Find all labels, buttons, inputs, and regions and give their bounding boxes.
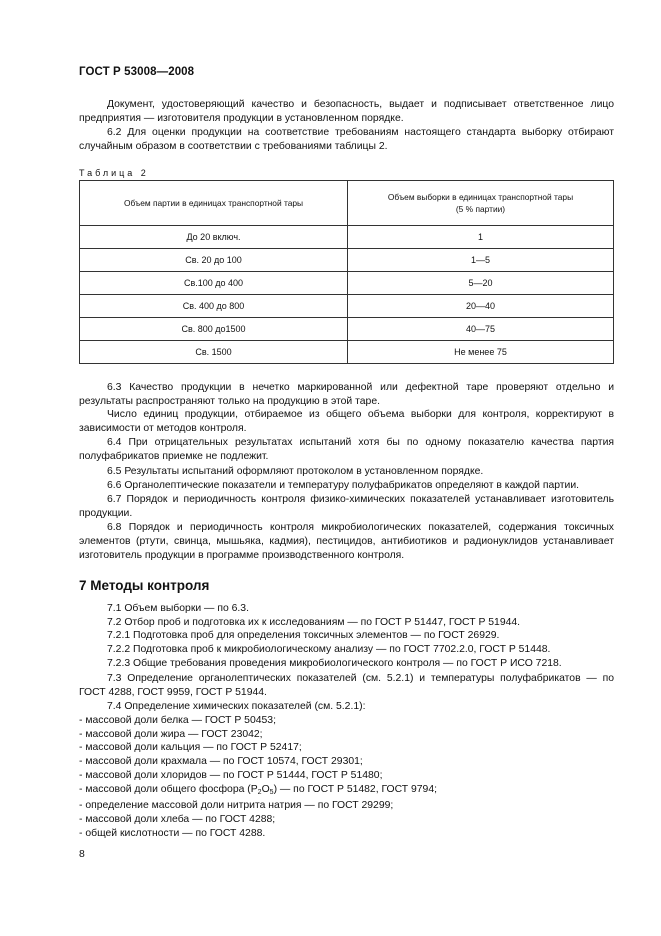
- method-item: 7.2 Отбор проб и подготовка их к исследованиям — по ГОСТ Р 51447, ГОСТ Р 51944.: [107, 616, 521, 628]
- chemical-item: - массовой доли жира — ГОСТ 23042;: [79, 728, 263, 740]
- table-cell-lot: До 20 включ.: [80, 226, 348, 249]
- intro-paragraph: Документ, удостоверяющий качество и безопасность, выдает и подписывает ответственное лицо предприятия — изготовителя продукции в установленном порядке.: [79, 99, 614, 124]
- table-row: [80, 318, 614, 341]
- chemical-list: [79, 714, 614, 840]
- chemical-item-phosphorus: [79, 783, 614, 800]
- table-header-lot: Объем партии в единицах транспортной тары: [80, 181, 348, 226]
- method-item: 7.2.2 Подготовка проб к микробиологическому анализу — по ГОСТ 7702.2.0, ГОСТ Р 51448.: [107, 644, 551, 656]
- phosphorus-sub-2: 2: [257, 788, 262, 796]
- sampling-table: [79, 180, 614, 364]
- table-cell-lot: Св. 400 до 800: [80, 295, 348, 318]
- clause-6-3: 6.3 Качество продукции в нечетко маркированной или дефектной таре проверяют отдельно и результаты распространяют только на продукцию в этой таре.: [79, 382, 614, 407]
- document-header: ГОСТ Р 53008—2008: [79, 66, 195, 78]
- clause-6-7: 6.7 Порядок и периодичность контроля физико-химических показателей устанавливает изготовитель продукции.: [79, 494, 614, 519]
- table-row: [80, 341, 614, 364]
- table-cell-sample: 40—75: [348, 318, 614, 341]
- phosphorus-sub-5: 5: [269, 788, 274, 796]
- section-title: 7 Методы контроля: [79, 578, 210, 593]
- phosphorus-oxygen: O: [261, 783, 270, 795]
- clause-6-8: 6.8 Порядок и периодичность контроля микробиологических показателей, содержания токсичных элементов (ртути, свинца, мышьяка, кадмия), пестицидов, антибиотиков и радионуклидов устанавливает изготовитель продукции в программе производственного контроля.: [79, 522, 614, 561]
- table-header-sample-line2: (5 % партии): [455, 204, 506, 214]
- clause-6-2: 6.2 Для оценки продукции на соответствие требованиям настоящего стандарта выборку отбирают случайным образом в соответствии с требованиями таблицы 2.: [79, 127, 614, 152]
- chemical-item: - общей кислотности — по ГОСТ 4288.: [79, 827, 266, 839]
- clause-7-3: 7.3 Определение органолептических показателей (см. 5.2.1) и температуры полуфабрикатов — по ГОСТ 4288, ГОСТ 9959, ГОСТ Р 51944.: [79, 673, 614, 698]
- method-item: 7.2.1 Подготовка проб для определения токсичных элементов — по ГОСТ 26929.: [107, 630, 500, 642]
- table-row: [80, 272, 614, 295]
- table-cell-sample: 1: [348, 226, 614, 249]
- methods-list: [79, 602, 614, 671]
- phosphorus-suffix: ) — по ГОСТ Р 51482, ГОСТ 9794;: [273, 783, 438, 795]
- table-row: [80, 249, 614, 272]
- clause-6-3-note: Число единиц продукции, отбираемое из общего объема выборки для контроля, корректируют в зависимости от методов контроля.: [79, 409, 614, 434]
- page-number: 8: [79, 849, 85, 860]
- chemical-item: - массовой доли крахмала — по ГОСТ 10574, ГОСТ 29301;: [79, 756, 363, 768]
- table-cell-sample: 20—40: [348, 295, 614, 318]
- table-header-row: [80, 181, 614, 226]
- clause-6-6: 6.6 Органолептические показатели и температуру полуфабрикатов определяют в каждой партии.: [107, 480, 580, 491]
- table-header-sample: [348, 181, 614, 226]
- chemical-item: - массовой доли хлоридов — по ГОСТ Р 51444, ГОСТ Р 51480;: [79, 769, 383, 781]
- table-caption: Таблица 2: [79, 168, 149, 178]
- clause-6-5: 6.5 Результаты испытаний оформляют протоколом в установленном порядке.: [107, 466, 484, 477]
- table-cell-lot: Св. 800 до1500: [80, 318, 348, 341]
- clause-6-4: 6.4 При отрицательных результатах испытаний хотя бы по одному показателю качества партия полуфабрикатов приемке не подлежит.: [79, 437, 614, 462]
- table-cell-sample: Не менее 75: [348, 341, 614, 364]
- clause-7-4: 7.4 Определение химических показателей (см. 5.2.1):: [107, 701, 366, 712]
- table-cell-sample: 1—5: [348, 249, 614, 272]
- table-cell-lot: Св.100 до 400: [80, 272, 348, 295]
- table-cell-sample: 5—20: [348, 272, 614, 295]
- table-row: [80, 226, 614, 249]
- chemical-item: - массовой доли кальция — по ГОСТ Р 52417;: [79, 742, 302, 754]
- phosphorus-prefix: - массовой доли общего фосфора (P: [79, 783, 258, 795]
- table-row: [80, 295, 614, 318]
- chemical-item: - определение массовой доли нитрита натрия — по ГОСТ 29299;: [79, 800, 394, 812]
- method-item: 7.1 Объем выборки — по 6.3.: [107, 603, 249, 614]
- chemical-item: - массовой доли хлеба — по ГОСТ 4288;: [79, 813, 276, 825]
- table-cell-lot: Св. 1500: [80, 341, 348, 364]
- table-cell-lot: Св. 20 до 100: [80, 249, 348, 272]
- chemical-item: - массовой доли белка — ГОСТ Р 50453;: [79, 715, 276, 726]
- method-item: 7.2.3 Общие требования проведения микробиологического контроля — по ГОСТ Р ИСО 7218.: [107, 657, 562, 669]
- table-header-sample-line1: Объем выборки в единицах транспортной тары: [387, 192, 574, 202]
